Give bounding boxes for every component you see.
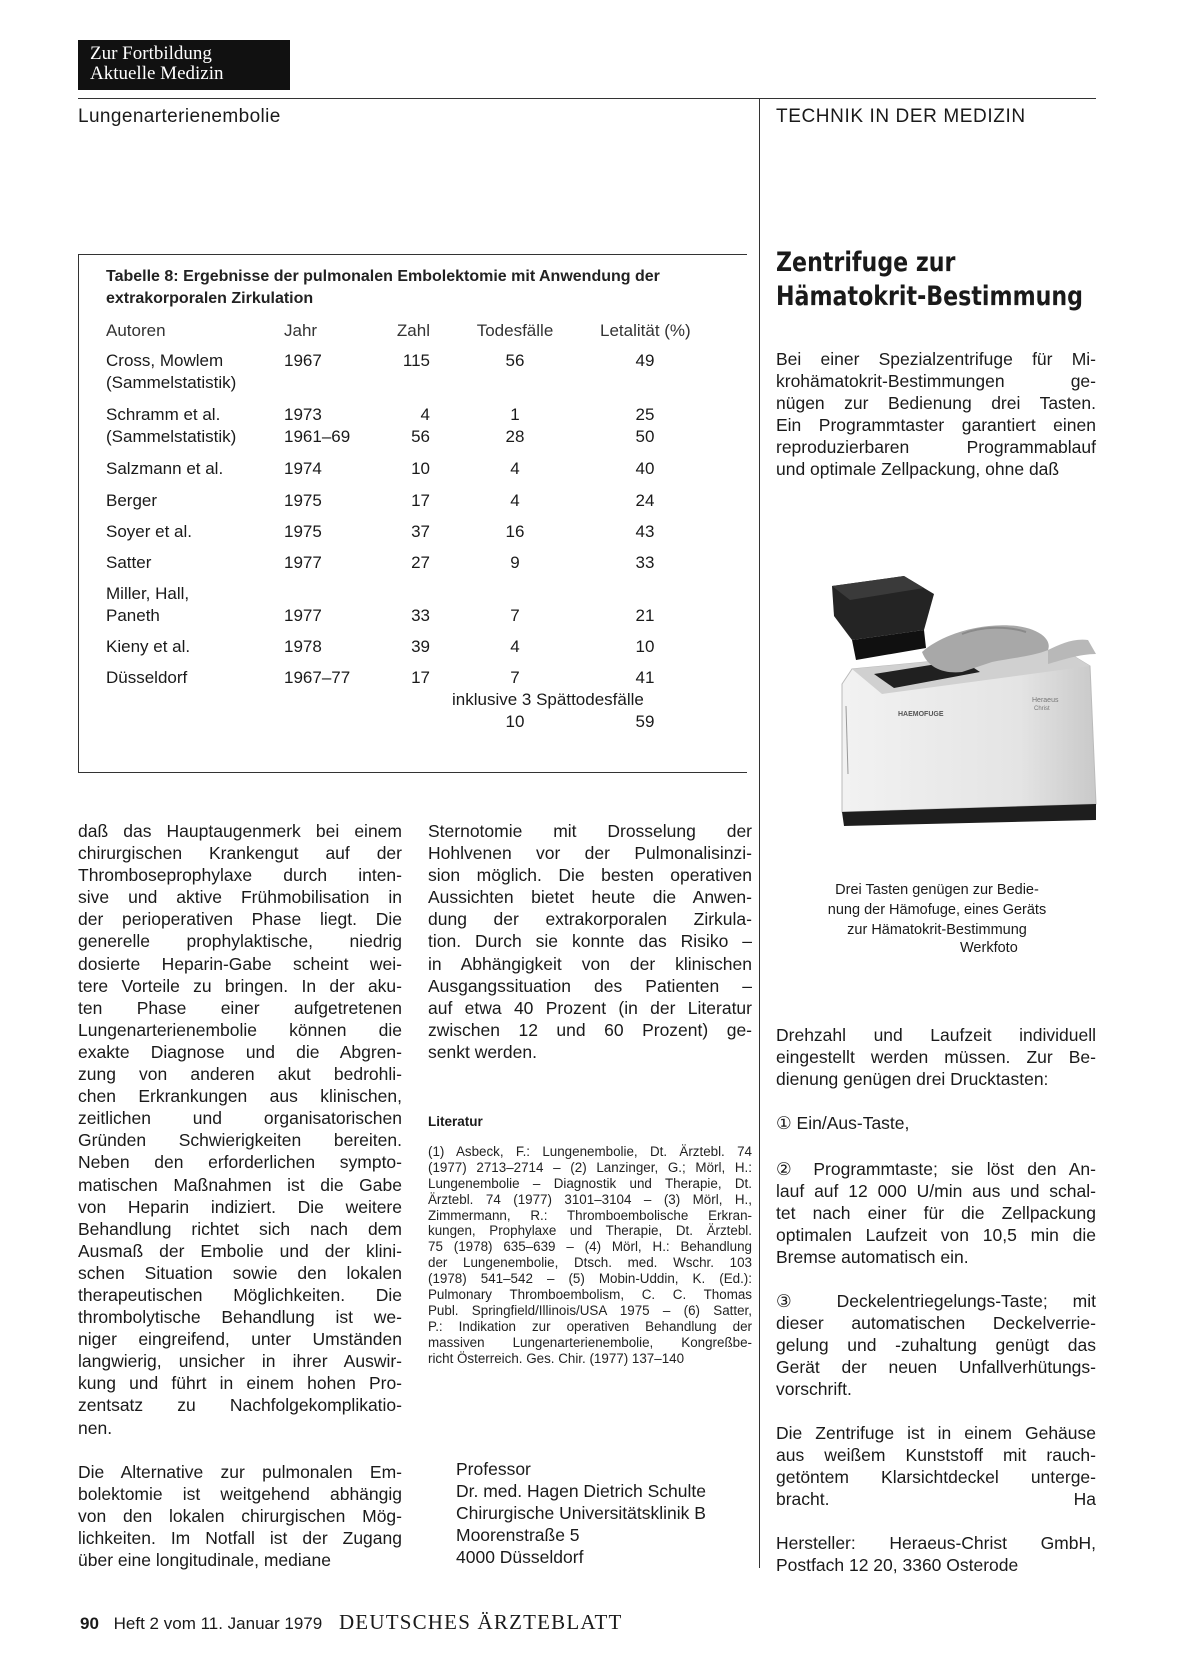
author-line: Chirurgische Universitätsklinik B bbox=[456, 1503, 706, 1524]
text-line: der Lungenembolie, Dtsch. med. Wschr. 103 bbox=[428, 1255, 752, 1271]
text-line: niger eingreifend, unter Umständen bbox=[78, 1329, 402, 1350]
text-line: und optimale Zellpackung, ohne daß bbox=[776, 459, 1060, 479]
text-line: dienung genügen drei Drucktasten: bbox=[776, 1069, 1049, 1089]
literature-list bbox=[428, 1144, 752, 1366]
text-line: nen. bbox=[78, 1417, 113, 1438]
table-cell: Düsseldorf bbox=[106, 668, 188, 687]
text-line: dieser automatischen Deckelverrie- bbox=[776, 1313, 1096, 1333]
table-cell: 56 bbox=[505, 351, 525, 370]
text-line: chen Erkrankungen aus klinischen, bbox=[78, 1086, 402, 1107]
table-cell: 39 bbox=[411, 637, 430, 656]
text-line: lichkeiten. Im Notfall ist der Zugang bbox=[78, 1527, 402, 1548]
text-line: ③ Deckelentriegelungs-Taste; mit bbox=[776, 1291, 1096, 1311]
text-line: exakte Diagnose und die Abgren- bbox=[78, 1041, 402, 1062]
table-cell: 40 bbox=[635, 459, 655, 478]
table-cell: 4 bbox=[510, 491, 520, 510]
article-paragraph-2-end: bracht. bbox=[776, 1489, 830, 1509]
article-title-line-2: Hämatokrit-Bestimmung bbox=[776, 281, 1084, 312]
text-line: Aussichten bietet heute die Anwen- bbox=[428, 887, 752, 908]
table-cell: 7 bbox=[510, 606, 520, 625]
text-line: eingestellt werden müssen. Zur Be- bbox=[776, 1047, 1096, 1067]
text-line: kung und führt in einem hohen Pro- bbox=[78, 1373, 402, 1394]
table-cell: 1974 bbox=[284, 459, 322, 478]
text-line: therapeutischen Möglichkeiten. Die bbox=[78, 1284, 402, 1305]
article-paragraph-2-last-line bbox=[776, 1488, 1096, 1510]
table-note: inklusive 3 Spättodesfälle bbox=[452, 690, 644, 709]
text-line: matischen Maßnahmen ist die Gabe bbox=[78, 1174, 402, 1195]
table-cell: 1961–69 bbox=[284, 427, 351, 446]
table-cell: 56 bbox=[411, 427, 430, 446]
text-line: Ein Programmtaster garantiert einen bbox=[776, 415, 1096, 435]
text-line: der perioperativen Phase liegt. Die bbox=[78, 909, 402, 930]
text-line: (1977) 2713–2714 – (2) Lanzinger, G.; Mörl, H.: bbox=[428, 1159, 752, 1175]
table-cell: 10 bbox=[411, 459, 430, 478]
table-cell: Soyer et al. bbox=[106, 522, 192, 541]
table-cell: 10 bbox=[635, 637, 655, 656]
text-line: zung von anderen akut bedrohli- bbox=[78, 1064, 402, 1085]
table-cell: 115 bbox=[402, 351, 430, 370]
table-cell: 9 bbox=[510, 553, 520, 572]
table-cell: 4 bbox=[420, 405, 430, 424]
article-paragraph-2-lines bbox=[776, 1422, 1096, 1488]
table-header-cell: Letalität (%) bbox=[600, 321, 691, 340]
text-line: Lungenarterienembolie können die bbox=[78, 1019, 402, 1040]
table-cell: Salzmann et al. bbox=[106, 459, 224, 478]
photo-caption-line: nung der Hämofuge, eines Geräts bbox=[827, 902, 1047, 918]
table-cell: 7 bbox=[510, 668, 520, 687]
control-item-3 bbox=[776, 1290, 1096, 1400]
text-line: Die Zentrifuge ist in einem Gehäuse bbox=[776, 1423, 1096, 1443]
table-cell: (Sammelstatistik) bbox=[106, 427, 237, 446]
text-line: Hohlvenen vor der Pulmonalisinzi- bbox=[428, 843, 752, 864]
device-label-brand: Heraeus bbox=[1032, 697, 1059, 704]
text-line: sion möglich. Die besten operativen bbox=[428, 865, 752, 886]
text-line: zeitlichen und organisatorischen bbox=[78, 1108, 402, 1129]
table-cell: 37 bbox=[411, 522, 430, 541]
table-cell: 16 bbox=[505, 522, 525, 541]
text-line: Drehzahl und Laufzeit individuell bbox=[776, 1025, 1096, 1045]
table-cell: 21 bbox=[635, 606, 655, 625]
text-line: Hersteller: Heraeus-Christ GmbH, bbox=[776, 1533, 1096, 1553]
table-cell: Schramm et al. bbox=[106, 405, 221, 424]
header-rule bbox=[78, 98, 1096, 99]
photo-caption-line: zur Hämatokrit-Bestimmung bbox=[847, 922, 1027, 938]
text-line: schen Situation sowie den lokalen bbox=[78, 1262, 402, 1283]
text-line: (1) Asbeck, F.: Lungenembolie, Dt. Ärztebl. 74 bbox=[428, 1144, 752, 1159]
article-paragraph-2 bbox=[776, 1422, 1096, 1510]
rubric-line-2: Aktuelle Medizin bbox=[90, 63, 224, 84]
body-paragraph-3 bbox=[428, 820, 752, 1063]
text-line: sive und aktive Frühmobilisation in bbox=[78, 887, 402, 908]
text-line: Thromboseprophylaxe durch inten- bbox=[78, 865, 402, 886]
table-cell: 4 bbox=[510, 459, 520, 478]
text-line: dung der extrakorporalen Zirkula- bbox=[428, 909, 752, 930]
text-line: (1978) 541–542 – (5) Mobin-Uddin, K. (Ed.): bbox=[428, 1271, 752, 1287]
text-line: aus weißem Kunststoff mit rauch- bbox=[776, 1445, 1096, 1465]
table-cell: 1975 bbox=[284, 491, 322, 510]
table-cell: 4 bbox=[510, 637, 520, 656]
text-line: senkt werden. bbox=[428, 1041, 537, 1062]
table-cell: Berger bbox=[106, 491, 158, 510]
table-cell: 33 bbox=[411, 606, 430, 625]
journal-name: DEUTSCHES ÄRZTEBLATT bbox=[338, 1610, 623, 1634]
table-header-cell: Zahl bbox=[396, 321, 430, 340]
device-label-brand-2: Christ bbox=[1034, 706, 1050, 712]
text-line: krohämatokrit-Bestimmungen ge- bbox=[776, 371, 1096, 391]
text-line: chirurgischen Krankengut auf der bbox=[78, 843, 402, 864]
table-note-value: 10 bbox=[505, 712, 525, 731]
table-cell: Satter bbox=[106, 553, 152, 572]
table-cell: 28 bbox=[505, 427, 525, 446]
rubric-line-1: Zur Fortbildung bbox=[90, 43, 212, 64]
body-paragraph-1 bbox=[78, 820, 402, 1439]
text-line: dosierte Heparin-Gabe scheint wei- bbox=[78, 953, 402, 974]
table-cell: 25 bbox=[635, 405, 655, 424]
table-header-cell: Todesfälle bbox=[476, 321, 554, 340]
literature-heading: Literatur bbox=[428, 1114, 483, 1129]
text-line: zwischen 12 und 60 Prozent) ge- bbox=[428, 1019, 752, 1040]
table-cell: 33 bbox=[635, 553, 655, 572]
table-cell: 27 bbox=[411, 553, 430, 572]
table-cell: 17 bbox=[411, 491, 430, 510]
text-line: von den lokalen chirurgischen Mög- bbox=[78, 1505, 402, 1526]
author-line: Moorenstraße 5 bbox=[456, 1525, 580, 1546]
table-cell: 1977 bbox=[284, 553, 322, 572]
section-rubric bbox=[78, 40, 290, 90]
text-line: ten Phase einer aufgetretenen bbox=[78, 997, 402, 1018]
text-line: Neben den erforderlichen sympto- bbox=[78, 1152, 402, 1173]
table-cell: (Sammelstatistik) bbox=[106, 373, 237, 392]
running-head-left: Lungenarterienembolie bbox=[78, 106, 281, 127]
table-cell: 1978 bbox=[284, 637, 322, 656]
author-line: Dr. med. Hagen Dietrich Schulte bbox=[456, 1481, 706, 1502]
text-line: Bremse automatisch ein. bbox=[776, 1247, 969, 1267]
text-line: Gründen Schwierigkeiten bereiten. bbox=[78, 1130, 402, 1151]
author-address bbox=[456, 1458, 706, 1568]
article-title bbox=[776, 246, 1083, 314]
text-line: 75 (1978) 635–639 – (4) Mörl, H.: Behandlung bbox=[428, 1239, 752, 1255]
text-line: in Abhängigkeit von der klinischen bbox=[428, 953, 752, 974]
text-line: über eine longitudinale, mediane bbox=[78, 1550, 331, 1570]
page-number: 90 bbox=[80, 1614, 99, 1633]
author-line: 4000 Düsseldorf bbox=[456, 1547, 584, 1568]
text-line: bolektomie ist weitgehend abhängig bbox=[78, 1483, 402, 1504]
table-cell: 1975 bbox=[284, 522, 322, 541]
table-cell: 41 bbox=[635, 668, 655, 687]
text-line: ① Ein/Aus-Taste, bbox=[776, 1113, 910, 1133]
article-title-line-1: Zentrifuge zur bbox=[776, 247, 956, 278]
body-paragraph-2 bbox=[78, 1461, 402, 1571]
text-line: Gerät der neuen Unfallverhütungs- bbox=[776, 1357, 1096, 1377]
table-cell: Kieny et al. bbox=[106, 637, 191, 656]
text-line: nügen zur Bedienung drei Tasten. bbox=[776, 393, 1096, 413]
text-line: Postfach 12 20, 3360 Osterode bbox=[776, 1555, 1019, 1575]
table-cell: 49 bbox=[635, 351, 655, 370]
text-line: tet nach einer für die Zellpackung bbox=[776, 1203, 1096, 1223]
text-line: Die Alternative zur pulmonalen Em- bbox=[78, 1461, 402, 1482]
text-line: Zimmermann, R.: Thromboembolische Erkran- bbox=[428, 1207, 752, 1223]
text-line: reproduzierbaren Programmablauf bbox=[776, 437, 1096, 457]
table-cell: 1977 bbox=[284, 606, 322, 625]
table-cell: 1967–77 bbox=[284, 668, 351, 687]
body-column-1 bbox=[78, 820, 402, 1571]
running-head-right: TECHNIK IN DER MEDIZIN bbox=[776, 106, 1026, 127]
text-line: lauf auf 12 000 U/min aus und schal- bbox=[776, 1181, 1096, 1201]
text-line: gelung und -zuhaltung genügt das bbox=[776, 1335, 1096, 1355]
table-cell: 43 bbox=[635, 522, 655, 541]
table-note-value: 59 bbox=[635, 712, 655, 731]
text-line: Lungenembolie – Diagnostik und Therapie, Dt. bbox=[428, 1175, 752, 1191]
table-cell: 50 bbox=[635, 427, 655, 446]
table-cell: 1973 bbox=[284, 405, 322, 424]
text-line: optimalen Laufzeit von 10,5 min die bbox=[776, 1225, 1096, 1245]
table-cell: 24 bbox=[635, 491, 655, 510]
table-cell: Paneth bbox=[106, 606, 160, 625]
photo-caption-line: Drei Tasten genügen zur Bedie- bbox=[835, 882, 1039, 898]
text-line: auf etwa 40 Prozent (in der Literatur bbox=[428, 997, 752, 1018]
text-line: Behandlung richtet sich nach dem bbox=[78, 1218, 402, 1239]
table-cell: Cross, Mowlem bbox=[106, 351, 224, 370]
body-column-2 bbox=[428, 820, 752, 1063]
table-cell: Miller, Hall, bbox=[106, 584, 190, 603]
manufacturer-info bbox=[776, 1532, 1096, 1576]
column-divider bbox=[759, 98, 760, 1568]
text-line: richt Österreich. Ges. Chir. (1977) 137–140 bbox=[428, 1350, 685, 1366]
centrifuge-photo bbox=[812, 574, 1098, 832]
text-line: generelle prophylaktische, niedrig bbox=[78, 931, 402, 952]
control-item-1 bbox=[776, 1112, 1096, 1134]
photo-caption bbox=[802, 880, 1072, 940]
text-line: ② Programmtaste; sie löst den An- bbox=[776, 1159, 1096, 1179]
text-line: tion. Durch sie konnte das Risiko – bbox=[428, 931, 752, 952]
photo-credit: Werkfoto bbox=[960, 940, 1018, 956]
text-line: getöntem Klarsichtdeckel unterge- bbox=[776, 1467, 1096, 1487]
text-line: zentsatz zu Nachfolgekomplikatio- bbox=[78, 1395, 402, 1416]
text-line: Ausgangssituation des Patienten – bbox=[428, 975, 752, 996]
page-footer bbox=[80, 1610, 623, 1635]
table-header-cell: Autoren bbox=[106, 321, 166, 340]
table-caption: Tabelle 8: Ergebnisse der pulmonalen Embolektomie mit Anwendung der extrakorporalen Zirkulation bbox=[106, 268, 660, 307]
table-header-cell: Jahr bbox=[284, 321, 318, 340]
text-line: vorschrift. bbox=[776, 1379, 852, 1399]
article-paragraph-1 bbox=[776, 1024, 1096, 1090]
text-line: Sternotomie mit Drosselung der bbox=[428, 821, 752, 841]
text-line: von Heparin indiziert. Die weitere bbox=[78, 1196, 402, 1217]
text-line: langwierig, unsicher in ihrer Auswir- bbox=[78, 1351, 402, 1372]
text-line: Pulmonary Thromboembolism, C. C. Thomas bbox=[428, 1287, 752, 1303]
article-intro bbox=[776, 348, 1096, 480]
text-line: Ärztebl. 74 (1977) 3101–3104 – (3) Mörl, H., bbox=[428, 1191, 752, 1207]
text-line: daß das Hauptaugenmerk bei einem bbox=[78, 821, 402, 841]
text-line: P.: Indikation zur operativen Behandlung der bbox=[428, 1318, 752, 1334]
text-line: kungen, Prophylaxe und Therapie, Dt. Ärztebl. bbox=[428, 1223, 752, 1239]
text-line: Publ. Springfield/Illinois/USA 1975 – (6) Satter, bbox=[428, 1302, 752, 1318]
text-line: thrombolytische Behandlung ist we- bbox=[78, 1307, 402, 1328]
device-label-front: HAEMOFUGE bbox=[898, 711, 944, 718]
table-cell: 1 bbox=[510, 405, 520, 424]
paragraph-gap bbox=[78, 1439, 402, 1461]
control-item-2 bbox=[776, 1158, 1096, 1268]
table-cell: 17 bbox=[411, 668, 430, 687]
text-line: Ausmaß der Embolie und der klini- bbox=[78, 1240, 402, 1261]
text-line: massiven Lungenarterienembolie, Kongreßbe- bbox=[428, 1334, 752, 1350]
table-cell: 1967 bbox=[284, 351, 322, 370]
text-line: tere Vorteile zu bringen. In der aku- bbox=[78, 975, 402, 996]
author-line: Professor bbox=[456, 1459, 531, 1479]
text-line: Bei einer Spezialzentrifuge für Mi- bbox=[776, 349, 1096, 369]
issue-info: Heft 2 vom 11. Januar 1979 bbox=[113, 1614, 323, 1633]
author-signature: Ha bbox=[1073, 1489, 1096, 1509]
